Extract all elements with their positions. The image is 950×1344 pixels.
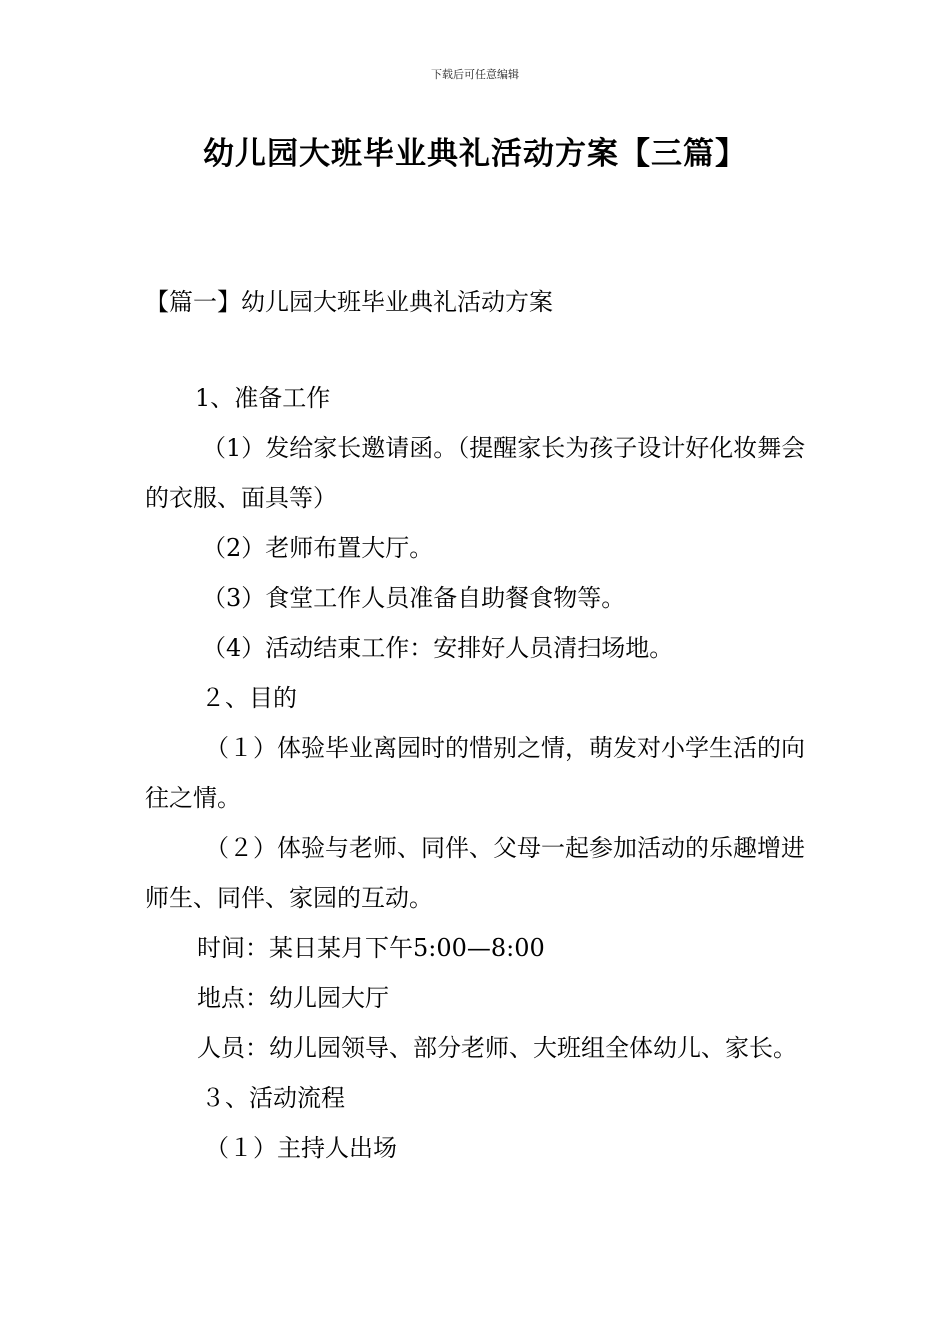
paragraph-item: （１）主持人出场 [205,1134,397,1162]
paragraph-people: 人员：幼儿园领导、部分老师、大班组全体幼儿、家长。 [197,1034,797,1062]
paragraph-item: （1）发给家长邀请函。（提醒家长为孩子设计好化妆舞会的衣服、面具等） [145,434,806,512]
header-note: 下载后可任意编辑 [431,68,519,81]
heading-preparation: 1、准备工作 [195,384,331,412]
paragraph-location: 地点：幼儿园大厅 [197,984,389,1012]
paragraph-item: （3）食堂工作人员准备自助餐食物等。 [202,584,626,612]
paragraph-item: （4）活动结束工作：安排好人员清扫场地。 [202,634,674,662]
paragraph-item: （２）体验与老师、同伴、父母一起参加活动的乐趣增进师生、同伴、家园的互动。 [145,834,805,912]
paragraph-item: （１）体验毕业离园时的惜别之情，萌发对小学生活的向往之情。 [145,734,805,812]
document-title: 幼儿园大班毕业典礼活动方案【三篇】 [203,136,747,172]
heading-purpose: ２、目的 [201,684,297,712]
document-body [145,373,810,1173]
paragraph-item: （2）老师布置大厅。 [202,534,434,562]
heading-process: ３、活动流程 [201,1084,345,1112]
section-title: 【篇一】幼儿园大班毕业典礼活动方案 [145,288,553,316]
paragraph-time: 时间：某日某月下午5:00—8:00 [197,934,545,962]
